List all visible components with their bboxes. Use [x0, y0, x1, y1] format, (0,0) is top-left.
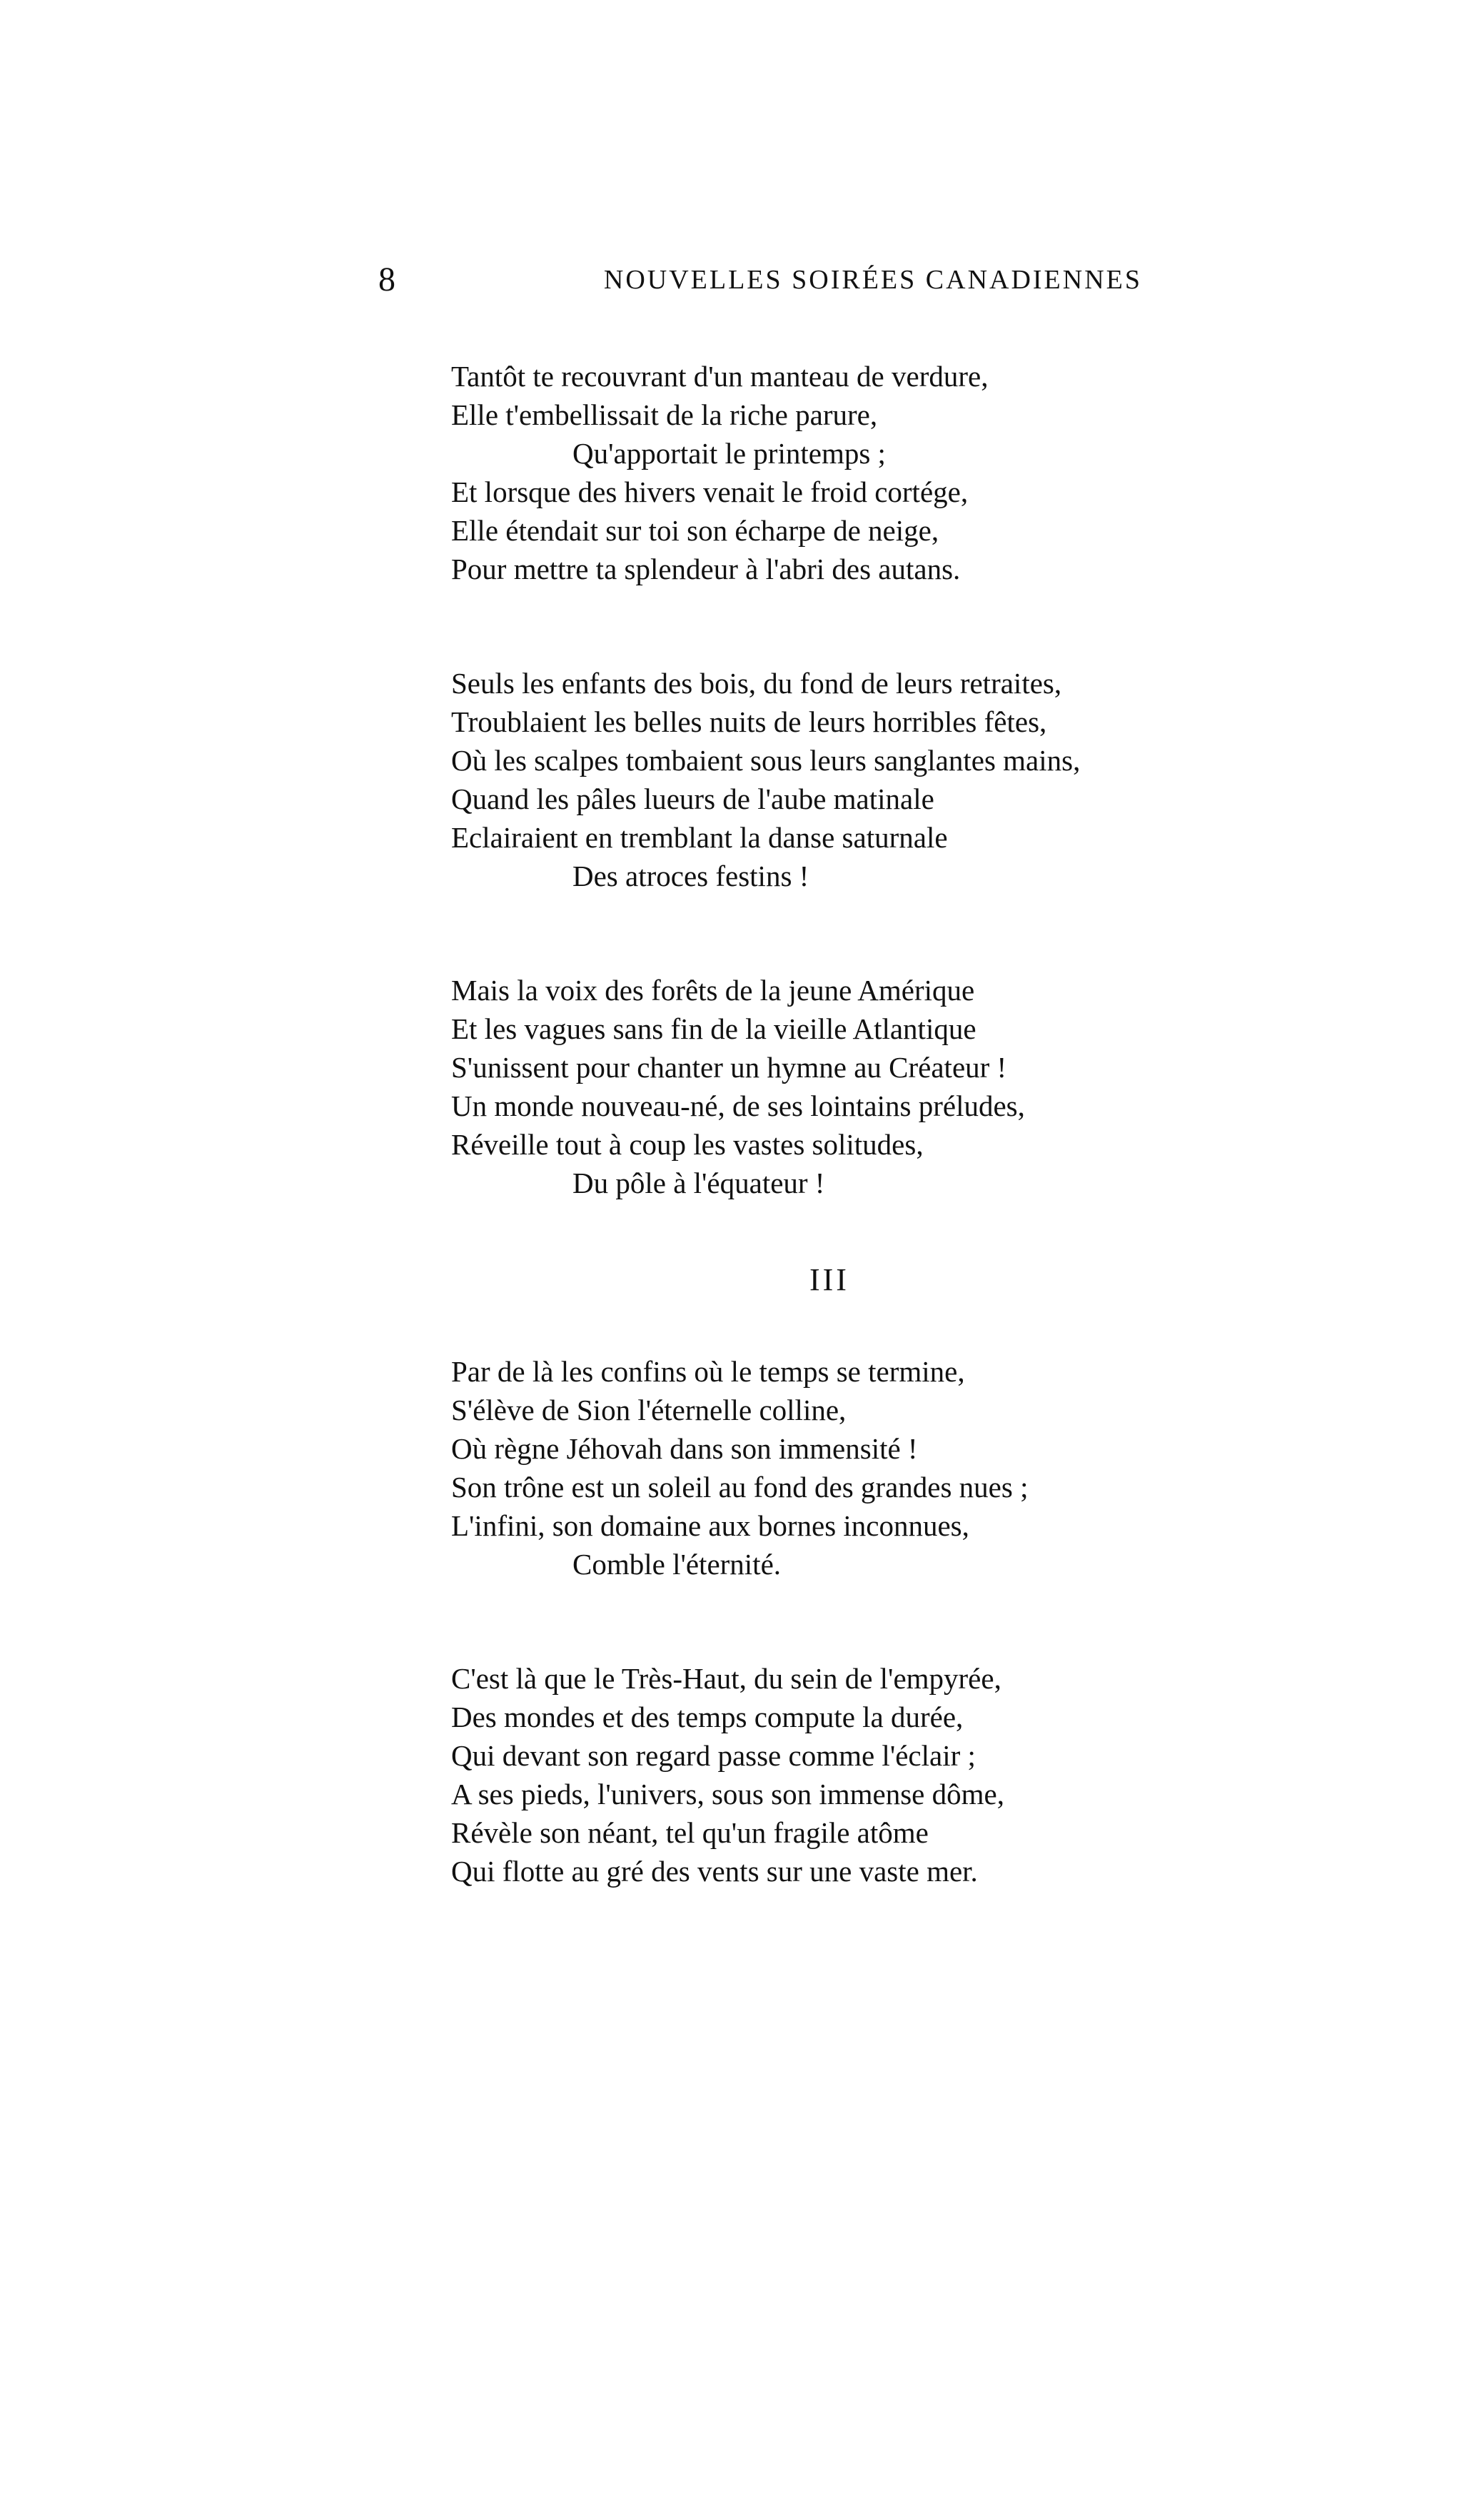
stanza	[451, 1352, 1279, 1583]
running-title: NOUVELLES SOIRÉES CANADIENNES	[603, 265, 1142, 295]
verse-line: Son trône est un soleil au fond des grandes nues ;	[451, 1471, 1029, 1504]
verse-line: Comble l'éternité.	[572, 1548, 782, 1581]
verse-line: Des atroces festins !	[572, 860, 809, 892]
verse-line: Révèle son néant, tel qu'un fragile atôme	[451, 1816, 929, 1849]
verse-line: Mais la voix des forêts de la jeune Amérique	[451, 974, 975, 1007]
verse-line: Qu'apportait le printemps ;	[572, 437, 886, 470]
verse-line: Quand les pâles lueurs de l'aube matinale	[451, 782, 934, 815]
verse-line: Des mondes et des temps compute la durée,	[451, 1701, 964, 1733]
verse-line: Et lorsque des hivers venait le froid cortége,	[451, 475, 969, 508]
verse-line: S'unissent pour chanter un hymne au Créateur !	[451, 1051, 1007, 1084]
verse-line: L'infini, son domaine aux bornes inconnues,	[451, 1509, 969, 1542]
verse-line: Qui devant son regard passe comme l'éclair ;	[451, 1739, 976, 1772]
verse-line: C'est là que le Très-Haut, du sein de l'empyrée,	[451, 1662, 1001, 1695]
verse-line: Troublaient les belles nuits de leurs horribles fêtes,	[451, 705, 1047, 738]
stanza	[451, 971, 1279, 1202]
poem-body	[451, 357, 1279, 1890]
verse-line: Pour mettre ta splendeur à l'abri des autans.	[451, 553, 961, 585]
stanza	[451, 357, 1279, 588]
stanza-group-before	[451, 357, 1279, 1202]
verse-line: Qui flotte au gré des vents sur une vaste mer.	[451, 1855, 978, 1888]
stanza	[451, 1659, 1279, 1890]
verse-line: Et les vagues sans fin de la vieille Atlantique	[451, 1012, 976, 1045]
verse-line: Du pôle à l'équateur !	[572, 1167, 825, 1199]
verse-line: Où règne Jéhovah dans son immensité !	[451, 1432, 918, 1465]
page-number: 8	[378, 261, 395, 298]
verse-line: S'élève de Sion l'éternelle colline,	[451, 1394, 847, 1426]
verse-line: Par de là les confins où le temps se termine,	[451, 1355, 965, 1388]
verse-line: Elle t'embellissait de la riche parure,	[451, 398, 878, 431]
verse-line: Elle étendait sur toi son écharpe de neige,	[451, 514, 939, 547]
stanza-group-after	[451, 1352, 1279, 1890]
page-header	[378, 258, 1142, 301]
stanza	[451, 664, 1279, 895]
verse-line: Où les scalpes tombaient sous leurs sanglantes mains,	[451, 744, 1081, 777]
verse-line: Eclairaient en tremblant la danse saturnale	[451, 821, 948, 854]
verse-line: Seuls les enfants des bois, du fond de leurs retraites,	[451, 667, 1062, 700]
verse-line: Un monde nouveau-né, de ses lointains préludes,	[451, 1089, 1025, 1122]
verse-line: A ses pieds, l'univers, sous son immense dôme,	[451, 1778, 1004, 1810]
verse-line: Réveille tout à coup les vastes solitudes,	[451, 1128, 924, 1161]
section-number: III	[809, 1262, 849, 1297]
verse-line: Tantôt te recouvrant d'un manteau de verdure,	[451, 360, 989, 393]
